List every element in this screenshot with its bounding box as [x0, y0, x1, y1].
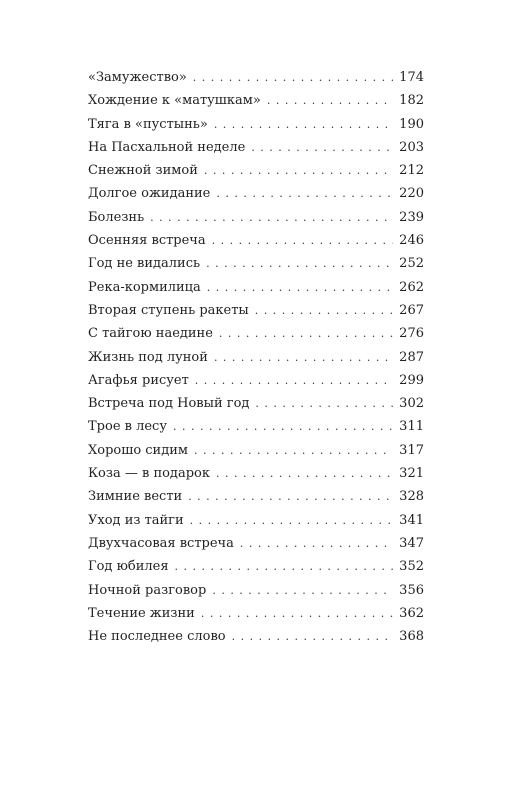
toc-entry-page: 190 [399, 116, 424, 132]
toc-entry-title: Ночной разговор [88, 582, 207, 598]
toc-leader-dots [214, 346, 393, 369]
toc-entry [88, 206, 424, 229]
toc-entry [88, 579, 424, 602]
toc-entry-page: 356 [399, 582, 424, 598]
toc-leader-dots [195, 369, 393, 392]
toc-entry-title: Болезнь [88, 209, 145, 225]
toc-entry [88, 509, 424, 532]
toc-leader-dots [150, 206, 393, 229]
toc-entry-page: 203 [399, 139, 424, 155]
toc-entry-page: 182 [399, 93, 424, 109]
toc-leader-dots [212, 579, 393, 602]
toc-entry-page: 321 [399, 466, 424, 482]
toc-entry-page: 239 [399, 209, 424, 225]
toc-entry-title: Трое в лесу [88, 419, 167, 435]
toc-entry [88, 182, 424, 205]
toc-entry [88, 136, 424, 159]
toc-entry [88, 625, 424, 648]
toc-entry-title: Осенняя встреча [88, 233, 206, 249]
toc-leader-dots [207, 276, 393, 299]
toc-leader-dots [190, 509, 394, 532]
toc-entry-title: Долгое ожидание [88, 186, 211, 202]
toc-entry-title: Жизнь под луной [88, 349, 208, 365]
toc-entry-title: Снежной зимой [88, 163, 198, 179]
toc-leader-dots [232, 625, 394, 648]
toc-entry-title: Течение жизни [88, 605, 195, 621]
toc-entry [88, 415, 424, 438]
toc-entry [88, 369, 424, 392]
toc-entry-title: Вторая ступень ракеты [88, 302, 249, 318]
toc-entry-page: 212 [399, 163, 424, 179]
toc-entry-page: 276 [399, 326, 424, 342]
toc-entry-title: Тяга в «пустынь» [88, 116, 208, 132]
toc-entry-page: 368 [399, 629, 424, 645]
toc-leader-dots [267, 89, 393, 112]
toc-entry [88, 66, 424, 89]
toc-entry [88, 555, 424, 578]
toc-entry-title: Не последнее слово [88, 629, 226, 645]
toc-entry [88, 229, 424, 252]
toc-entry-page: 328 [399, 489, 424, 505]
toc-entry-page: 267 [399, 302, 424, 318]
table-of-contents [88, 66, 424, 648]
toc-entry-page: 341 [399, 512, 424, 528]
toc-entry [88, 113, 424, 136]
toc-entry-page: 220 [399, 186, 424, 202]
toc-entry [88, 532, 424, 555]
toc-entry [88, 159, 424, 182]
toc-entry-title: Коза — в подарок [88, 466, 210, 482]
toc-entry [88, 276, 424, 299]
toc-entry-title: Год не видались [88, 256, 201, 272]
toc-leader-dots [194, 439, 393, 462]
toc-entry-title: На Пасхальной неделе [88, 139, 246, 155]
toc-entry-page: 347 [399, 535, 424, 551]
toc-leader-dots [212, 229, 394, 252]
toc-entry-title: С тайгою наедине [88, 326, 213, 342]
toc-entry [88, 299, 424, 322]
toc-entry-title: «Замужество» [88, 70, 187, 85]
toc-entry-page: 174 [399, 70, 424, 85]
toc-entry-page: 302 [399, 396, 424, 412]
toc-entry-title: Год юбилея [88, 559, 169, 575]
toc-entry-title: Хождение к «матушкам» [88, 93, 261, 109]
toc-entry [88, 462, 424, 485]
toc-entry-page: 287 [399, 349, 424, 365]
toc-entry-title: Хорошо сидим [88, 442, 189, 458]
toc-leader-dots [173, 415, 393, 438]
toc-leader-dots [216, 182, 393, 205]
toc-leader-dots [188, 485, 393, 508]
toc-entry-page: 299 [399, 372, 424, 388]
toc-leader-dots [255, 299, 393, 322]
toc-leader-dots [240, 532, 393, 555]
toc-entry-page: 262 [399, 279, 424, 295]
toc-entry-title: Уход из тайги [88, 512, 184, 528]
toc-entry-page: 311 [399, 419, 424, 435]
toc-entry-page: 352 [399, 559, 424, 575]
toc-leader-dots [204, 159, 393, 182]
toc-entry [88, 485, 424, 508]
toc-entry [88, 439, 424, 462]
toc-entry [88, 89, 424, 112]
toc-entry [88, 602, 424, 625]
toc-leader-dots [175, 555, 394, 578]
toc-leader-dots [206, 252, 393, 275]
toc-entry [88, 322, 424, 345]
toc-leader-dots [201, 602, 393, 625]
toc-entry-page: 246 [399, 233, 424, 249]
toc-entry-title: Зимние вести [88, 489, 183, 505]
toc-leader-dots [214, 113, 393, 136]
toc-leader-dots [251, 136, 393, 159]
toc-leader-dots [193, 66, 393, 89]
toc-entry-title: Река-кормилица [88, 279, 201, 295]
toc-entry [88, 392, 424, 415]
toc-entry [88, 252, 424, 275]
toc-entry-title: Агафья рисует [88, 372, 189, 388]
toc-entry [88, 346, 424, 369]
toc-leader-dots [216, 462, 393, 485]
toc-leader-dots [255, 392, 393, 415]
toc-entry-page: 317 [399, 442, 424, 458]
toc-entry-title: Двухчасовая встреча [88, 535, 234, 551]
toc-entry-page: 362 [399, 605, 424, 621]
toc-entry-title: Встреча под Новый год [88, 396, 250, 412]
toc-entry-page: 252 [399, 256, 424, 272]
toc-leader-dots [219, 322, 393, 345]
